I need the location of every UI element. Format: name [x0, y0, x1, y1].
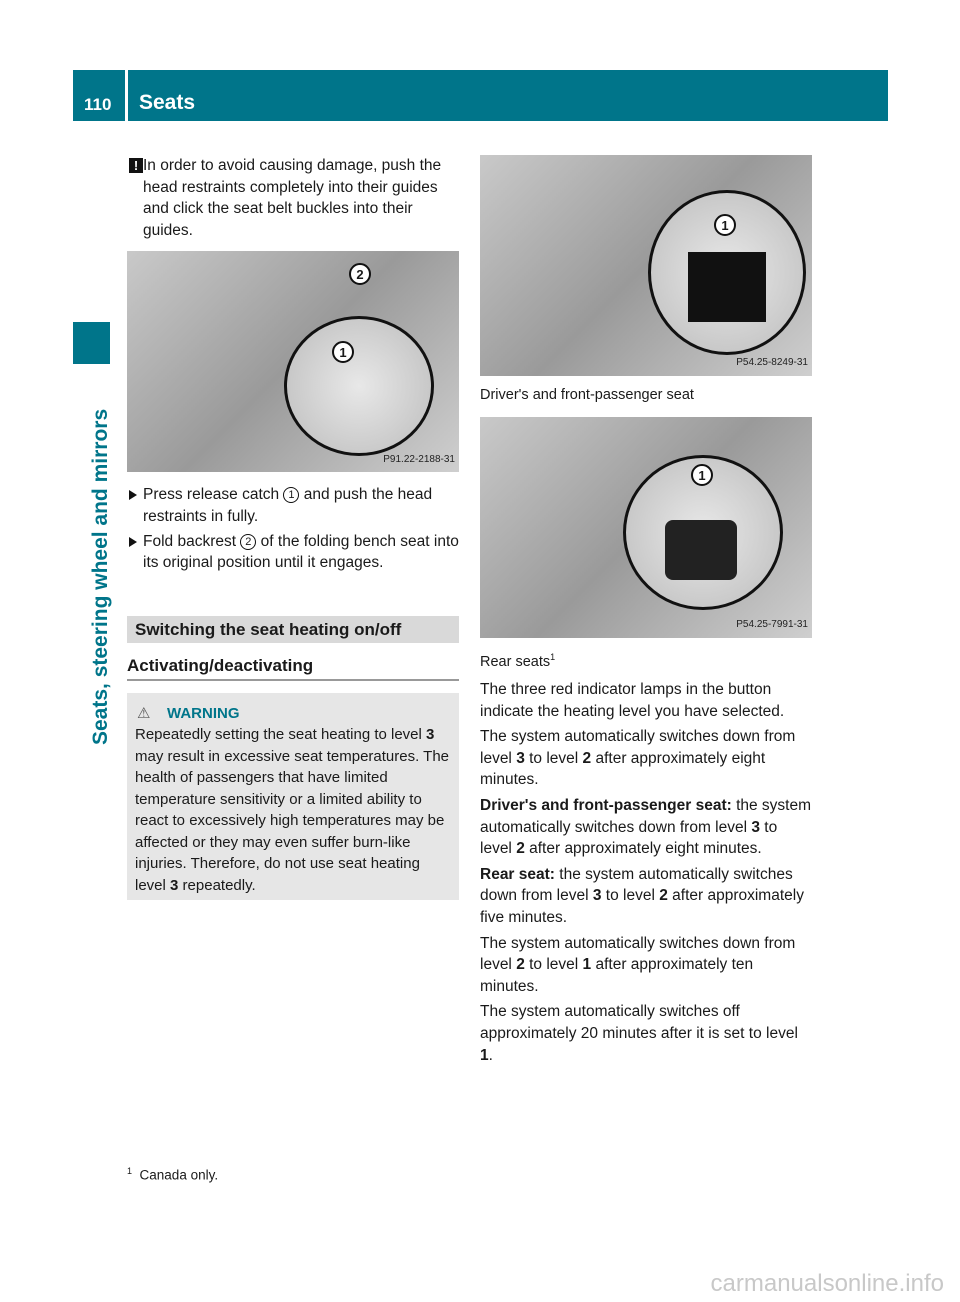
- step-2: [127, 531, 459, 574]
- paragraph: [480, 1001, 812, 1066]
- figure-caption: Driver's and front-passenger seat: [480, 387, 694, 403]
- text: of the folding bench seat into its original position until it engages.: [143, 532, 459, 572]
- bold-text: 3: [751, 818, 760, 836]
- bold-text: Driver's and front-passenger seat:: [480, 796, 732, 814]
- text: Repeatedly setting the seat heating to level: [135, 726, 427, 744]
- figure-rear-door: [480, 417, 812, 638]
- warning-box: [127, 693, 459, 901]
- warning-body: [135, 724, 451, 896]
- text: after approximately eight minutes.: [480, 749, 766, 789]
- figure-code: P54.25-7991-31: [736, 619, 808, 630]
- text: The system automatically switches down from level: [480, 934, 796, 974]
- text: may result in excessive seat temperatures. The health of passengers that have limited temperature sensitivity or a limited ability to react to excessively high temperatures may be affected or they may even suffer burn-like injuries. Therefore, do not use seat heating level: [135, 747, 450, 894]
- page-title: Seats: [128, 70, 888, 121]
- note-text: In order to avoid causing damage, push the head restraints completely into their guides and click the seat belt buckles into their guides.: [143, 157, 442, 239]
- bold-text: 2: [582, 749, 592, 767]
- seat-heating-button-icon: [688, 252, 766, 322]
- text: to level: [524, 956, 583, 974]
- watermark: carmanualsonline.info: [710, 1270, 944, 1297]
- bold-text: 3: [170, 876, 179, 894]
- figure-front-console: [480, 155, 812, 376]
- step-1: [127, 484, 459, 527]
- section-heading: Switching the seat heating on/off: [127, 616, 459, 644]
- text: Fold backrest: [143, 532, 241, 550]
- figure-code: P54.25-8249-31: [736, 357, 808, 369]
- figure-code: P91.22-2188-31: [383, 453, 455, 465]
- bold-text: 2: [659, 887, 668, 905]
- footnote-text: Canada only.: [139, 1167, 219, 1183]
- callout-1: 1: [691, 464, 713, 486]
- caption-text: Rear seats: [480, 653, 551, 670]
- text: after approximately ten minutes.: [480, 956, 754, 995]
- footnote-ref: 1: [550, 651, 556, 662]
- left-column: [127, 155, 459, 900]
- inline-callout: 2: [240, 534, 256, 550]
- text: after approximately five minutes.: [480, 887, 804, 926]
- text: to level: [480, 818, 778, 858]
- callout-1: 1: [714, 214, 736, 236]
- paragraph: [480, 726, 812, 791]
- seat-heating-button-icon: [665, 520, 737, 580]
- page-number: 110: [73, 70, 125, 121]
- paragraph: [480, 933, 812, 998]
- damage-note: [127, 155, 459, 241]
- text: The system automatically switches off approximately 20 minutes after it is set to level: [480, 1003, 798, 1042]
- bold-text: 3: [516, 749, 525, 767]
- figure-rear-bench: [127, 251, 459, 472]
- text: and push the head restraints in fully.: [143, 486, 433, 525]
- side-chapter-label: Seats, steering wheel and mirrors: [89, 408, 112, 745]
- text: The system automatically switches down from level: [480, 728, 796, 767]
- bold-text: 3: [592, 887, 602, 905]
- callout-1: 1: [332, 341, 354, 363]
- text: the system automatically switches down from level: [480, 796, 812, 836]
- bold-text: Rear seat:: [480, 865, 555, 883]
- footnote: [127, 1166, 218, 1183]
- bold-text: 1: [582, 956, 592, 974]
- bold-text: 1: [480, 1046, 489, 1064]
- text: to level: [601, 887, 660, 905]
- bold-text: 3: [426, 726, 435, 744]
- paragraph: [480, 795, 812, 860]
- right-column: [480, 155, 812, 1070]
- text: repeatedly.: [178, 876, 256, 894]
- callout-2: 2: [349, 263, 371, 285]
- text: The three red indicator lamps in the button indicate the heating level you have selected.: [480, 681, 785, 720]
- figure-caption: [480, 647, 812, 673]
- magnifier-circle: [284, 316, 434, 456]
- text: the system automatically switches down from level: [480, 865, 793, 905]
- subsection-heading: Activating/deactivating: [127, 655, 459, 681]
- text: .: [488, 1046, 493, 1064]
- paragraph: [480, 679, 812, 722]
- warning-title: ⚠ WARNING: [167, 703, 451, 725]
- side-tab-marker: [73, 322, 110, 364]
- bold-text: 2: [516, 840, 525, 858]
- exclamation-icon: !: [129, 158, 143, 173]
- text: after approximately eight minutes.: [524, 840, 762, 858]
- text: Press release catch: [143, 486, 284, 504]
- inline-callout: 1: [283, 487, 299, 503]
- paragraph: [480, 864, 812, 929]
- bold-text: 2: [516, 956, 525, 974]
- footnote-mark: 1: [127, 1166, 133, 1176]
- text: to level: [524, 749, 583, 767]
